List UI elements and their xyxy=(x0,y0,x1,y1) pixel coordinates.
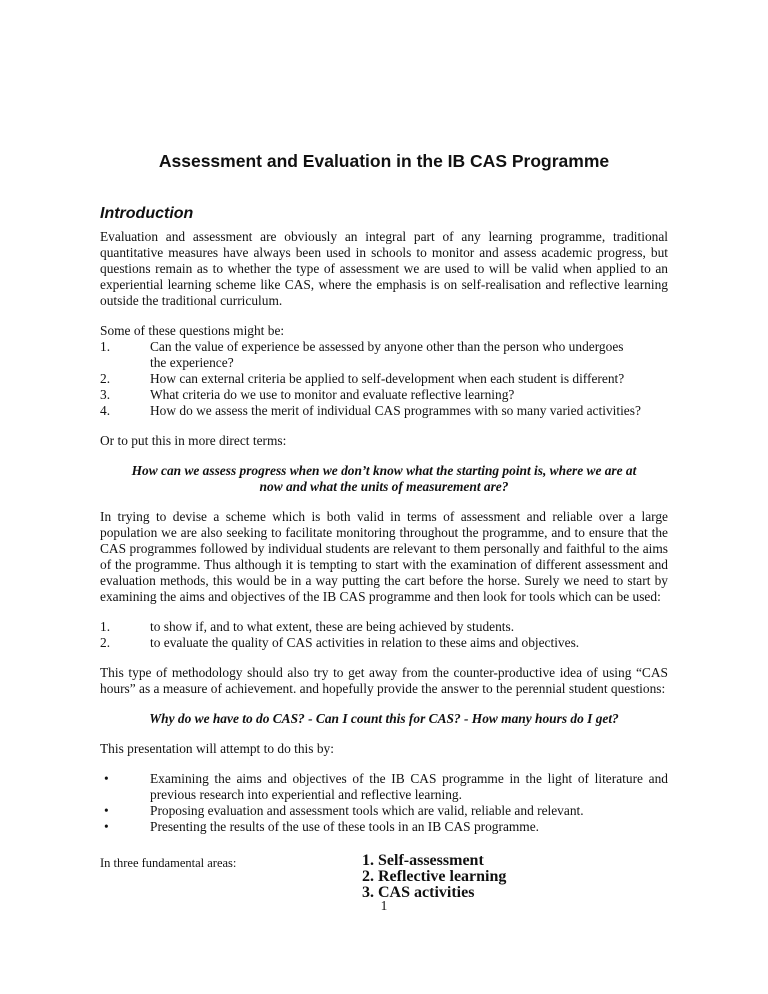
intro-paragraph: Evaluation and assessment are obviously an integral part of any learning programme, traditional quantitative measures have always been used in schools to monitor and assess academic progress, but questions remain as to whether the type of assessment we are used to will be valid when applied to an experiential learning scheme like CAS, where the emphasis is on self-realisation and reflective learning outside the traditional curriculum. xyxy=(100,229,668,308)
item-number: 1. xyxy=(100,339,111,354)
item-text: How can external criteria be applied to self-development when each student is different? xyxy=(150,371,625,386)
scheme-paragraph: In trying to devise a scheme which is both valid in terms of assessment and reliable over a large population we are also seeking to facilitate monitoring throughout the programme, and to ensure that the CAS programmes followed by individual students are relevant to them personally and faithful to the aims of the programme. Thus although it is tempting to start with the examination of different assessment and evaluation methods, this would be in a way putting the cart before the horse. Surely we need to start by examining the aims and objectives of the IB CAS programme and then look for tools which can be used: xyxy=(100,509,668,604)
areas-section xyxy=(100,853,668,901)
bullet-icon: • xyxy=(104,803,109,818)
direct-question: How can we assess progress when we don’t know what the starting point is, where we are at now and what the units of measurement are? xyxy=(131,463,637,494)
list-item xyxy=(100,339,668,371)
area-item: 3. CAS activities xyxy=(362,884,475,901)
questions-block xyxy=(100,323,668,419)
item-number: 2. xyxy=(100,371,111,386)
tools-list xyxy=(100,619,668,651)
direct-intro: Or to put this in more direct terms: xyxy=(100,433,287,448)
area-item: 2. Reflective learning xyxy=(362,868,507,885)
areas-label: In three fundamental areas: xyxy=(100,856,237,870)
item-text: Presenting the results of the use of these tools in an IB CAS programme. xyxy=(150,819,540,834)
bullet-icon: • xyxy=(104,819,109,834)
item-number: 2. xyxy=(100,635,111,650)
item-text: Proposing evaluation and assessment tools which are valid, reliable and relevant. xyxy=(150,803,584,818)
presentation-intro: This presentation will attempt to do this by: xyxy=(100,741,334,756)
bullet-list xyxy=(100,771,668,835)
questions-intro: Some of these questions might be: xyxy=(100,323,285,338)
item-text: to show if, and to what extent, these are being achieved by students. xyxy=(150,619,515,634)
item-number: 1. xyxy=(100,619,111,634)
item-text: What criteria do we use to monitor and evaluate reflective learning? xyxy=(150,387,515,402)
list-item xyxy=(100,403,668,419)
list-item xyxy=(100,771,668,803)
list-item xyxy=(100,619,668,635)
list-item xyxy=(100,387,668,403)
list-item xyxy=(100,819,668,835)
page-number: 1 xyxy=(380,898,388,913)
methodology-paragraph: This type of methodology should also try to get away from the counter-productive idea of using “CAS hours” as a measure of achievement. and hopefully provide the answer to the perennial student questions: xyxy=(100,665,668,696)
bullet-icon: • xyxy=(104,771,109,786)
list-item xyxy=(100,371,668,387)
item-text: to evaluate the quality of CAS activities in relation to these aims and objectives. xyxy=(150,635,580,650)
areas-list xyxy=(362,853,506,901)
item-number: 3. xyxy=(100,387,111,402)
item-number: 4. xyxy=(100,403,111,418)
list-item xyxy=(100,635,668,651)
item-text: Examining the aims and objectives of the IB CAS programme in the light of literature and previous research into experiential and reflective learning. xyxy=(150,771,668,802)
student-questions: Why do we have to do CAS? - Can I count this for CAS? - How many hours do I get? xyxy=(149,711,619,726)
item-text: Can the value of experience be assessed by anyone other than the person who undergoes the experience? xyxy=(150,339,624,370)
list-item xyxy=(100,803,668,819)
section-heading: Introduction xyxy=(100,205,194,222)
item-text: How do we assess the merit of individual CAS programmes with so many varied activities? xyxy=(150,403,641,418)
document-title: Assessment and Evaluation in the IB CAS Programme xyxy=(158,151,610,171)
area-item: 1. Self-assessment xyxy=(362,852,484,869)
